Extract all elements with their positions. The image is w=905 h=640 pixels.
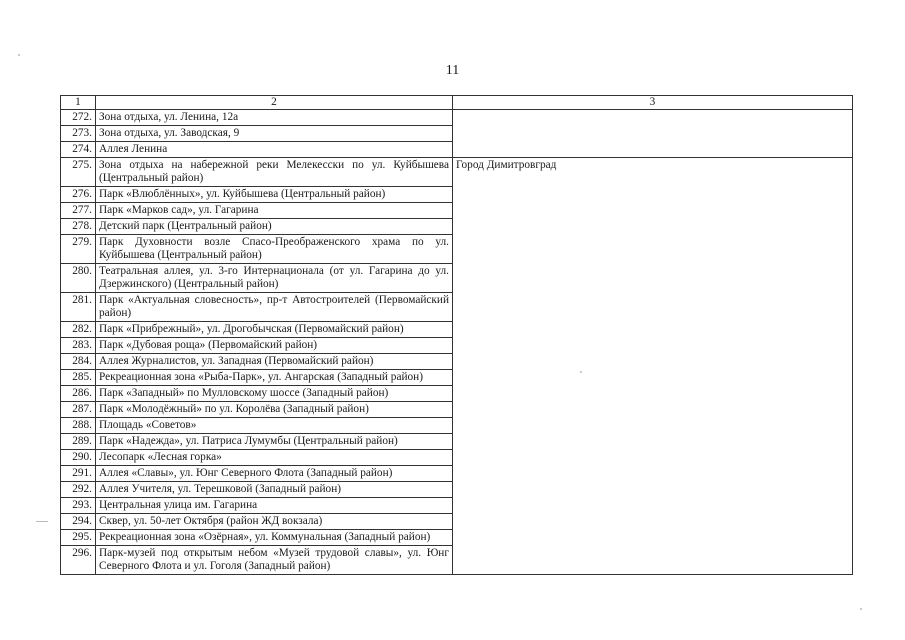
row-number: 273. bbox=[61, 126, 96, 142]
object-name: Парк «Марков сад», ул. Гагарина bbox=[96, 203, 453, 219]
object-name: Парк «Прибрежный», ул. Дрогобычская (Первомайский район) bbox=[96, 322, 453, 338]
object-name: Парк Духовности возле Спасо-Преображенского храма по ул. Куйбышева (Центральный район) bbox=[96, 235, 453, 264]
object-name: Рекреационная зона «Рыба-Парк», ул. Ангарская (Западный район) bbox=[96, 370, 453, 386]
column-header-3: 3 bbox=[453, 96, 853, 110]
row-number: 293. bbox=[61, 498, 96, 514]
object-name: Площадь «Советов» bbox=[96, 418, 453, 434]
object-name: Аллея «Славы», ул. Юнг Северного Флота (Западный район) bbox=[96, 466, 453, 482]
row-number: 281. bbox=[61, 293, 96, 322]
object-name: Парк «Западный» по Мулловскому шоссе (Западный район) bbox=[96, 386, 453, 402]
row-number: 284. bbox=[61, 354, 96, 370]
row-number: 283. bbox=[61, 338, 96, 354]
row-number: 279. bbox=[61, 235, 96, 264]
object-name: Аллея Журналистов, ул. Западная (Первомайский район) bbox=[96, 354, 453, 370]
object-name: Парк «Дубовая роща» (Первомайский район) bbox=[96, 338, 453, 354]
object-name: Рекреационная зона «Озёрная», ул. Коммунальная (Западный район) bbox=[96, 530, 453, 546]
row-number: 285. bbox=[61, 370, 96, 386]
object-name: Зона отдыха, ул. Ленина, 12а bbox=[96, 110, 453, 126]
row-number: 277. bbox=[61, 203, 96, 219]
empty-region-cell bbox=[453, 110, 853, 158]
scan-speck bbox=[36, 521, 48, 522]
object-name: Парк «Надежда», ул. Патриса Лумумбы (Центральный район) bbox=[96, 434, 453, 450]
object-name: Театральная аллея, ул. 3-го Интернационала (от ул. Гагарина до ул. Дзержинского) (Центральный район) bbox=[96, 264, 453, 293]
row-number: 288. bbox=[61, 418, 96, 434]
object-name: Лесопарк «Лесная горка» bbox=[96, 450, 453, 466]
object-name: Сквер, ул. 50-лет Октября (район ЖД вокзала) bbox=[96, 514, 453, 530]
row-number: 290. bbox=[61, 450, 96, 466]
row-number: 272. bbox=[61, 110, 96, 126]
row-number: 275. bbox=[61, 158, 96, 187]
row-number: 292. bbox=[61, 482, 96, 498]
object-name: Парк «Молодёжный» по ул. Королёва (Западный район) bbox=[96, 402, 453, 418]
scan-speck bbox=[18, 54, 20, 56]
page-number: 11 bbox=[445, 63, 460, 78]
row-number: 278. bbox=[61, 219, 96, 235]
table-body bbox=[61, 110, 853, 575]
object-name: Парк «Влюблённых», ул. Куйбышева (Центральный район) bbox=[96, 187, 453, 203]
row-number: 287. bbox=[61, 402, 96, 418]
scan-speck bbox=[860, 608, 862, 610]
row-number: 274. bbox=[61, 142, 96, 158]
region-cell: Город Димитровград bbox=[453, 158, 853, 575]
row-number: 276. bbox=[61, 187, 96, 203]
row-number: 282. bbox=[61, 322, 96, 338]
row-number: 286. bbox=[61, 386, 96, 402]
row-number: 280. bbox=[61, 264, 96, 293]
object-name: Центральная улица им. Гагарина bbox=[96, 498, 453, 514]
column-header-2: 2 bbox=[96, 96, 453, 110]
table-header-row bbox=[61, 96, 853, 110]
object-name: Аллея Ленина bbox=[96, 142, 453, 158]
object-name: Зона отдыха на набережной реки Мелекесски по ул. Куйбышева (Центральный район) bbox=[96, 158, 453, 187]
row-number: 289. bbox=[61, 434, 96, 450]
table-row bbox=[61, 110, 853, 126]
column-header-1: 1 bbox=[61, 96, 96, 110]
scan-speck bbox=[580, 371, 582, 373]
object-name: Зона отдыха, ул. Заводская, 9 bbox=[96, 126, 453, 142]
object-name: Парк «Актуальная словесность», пр-т Автостроителей (Первомайский район) bbox=[96, 293, 453, 322]
object-name: Аллея Учителя, ул. Терешковой (Западный район) bbox=[96, 482, 453, 498]
row-number: 294. bbox=[61, 514, 96, 530]
table-row bbox=[61, 158, 853, 187]
row-number: 295. bbox=[61, 530, 96, 546]
row-number: 291. bbox=[61, 466, 96, 482]
object-name: Детский парк (Центральный район) bbox=[96, 219, 453, 235]
row-number: 296. bbox=[61, 546, 96, 575]
object-name: Парк-музей под открытым небом «Музей трудовой славы», ул. Юнг Северного Флота и ул. Гоголя (Западный район) bbox=[96, 546, 453, 575]
objects-table bbox=[60, 95, 853, 575]
